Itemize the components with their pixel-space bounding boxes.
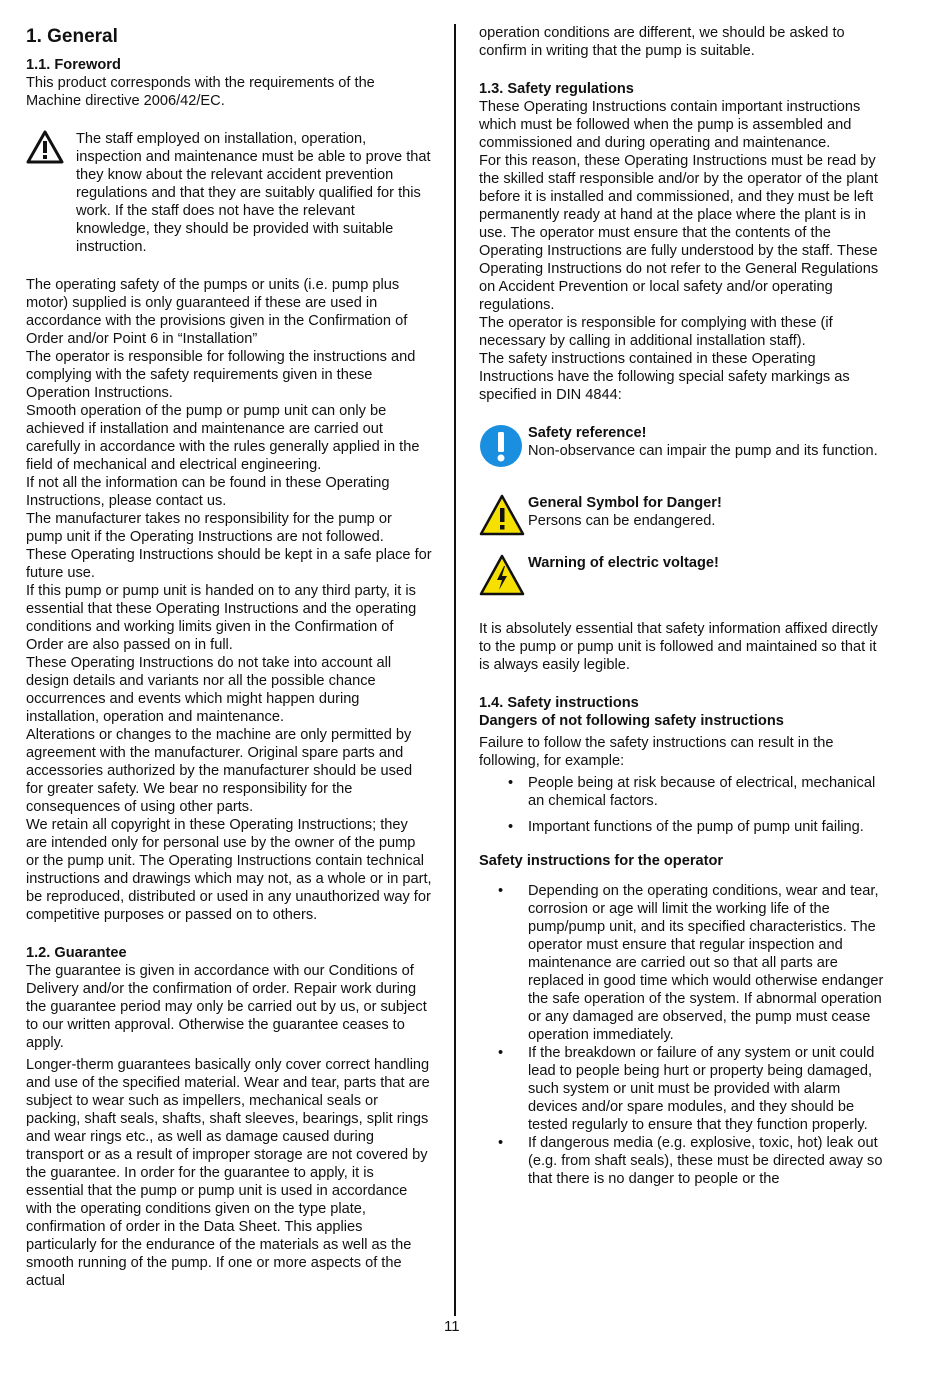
list-item: • Important functions of the pump of pump unit failing. — [479, 818, 885, 836]
paragraph: These Operating Instructions contain important instructions which must be followed when the pump is assembled and commissioned and during operating and maintenance. — [479, 99, 861, 151]
info-icon — [479, 424, 528, 468]
paragraph: The manufacturer takes no responsibility for the pump or pump unit if the Operating Instructions are not followed. — [26, 511, 392, 545]
paragraph: The safety instructions contained in these Operating Instructions have the following special safety markings as specified in DIN 4844: — [479, 351, 850, 403]
right-column — [479, 24, 885, 1188]
section-title-general: 1. General — [26, 26, 118, 47]
paragraph: Alterations or changes to the machine are only permitted by agreement with the manufacturer. Original spare parts and accessories authorized by the manufacturer should be used for greater safety. We bear no responsibility for the consequences of using other parts. — [26, 727, 413, 815]
continuation-text: operation conditions are different, we should be asked to confirm in writing that the pump is suitable. — [479, 25, 845, 59]
electric-voltage-symbol — [479, 554, 885, 596]
staff-warning-text: The staff employed on installation, operation, inspection and maintenance must be able to prove that they know about the relevant accident prevention regulations and that they are suitably qualified for this work. If the staff does not have the relevant knowledge, they should be provided with suitable instruction. — [76, 131, 431, 255]
operator-list — [479, 882, 885, 1188]
symbol-text: Non-observance can impair the pump and its function. — [528, 443, 878, 459]
paragraph: The operating safety of the pumps or units (i.e. pump plus motor) supplied is only guaranteed if these are used in accordance with the provisions given in the Confirmation of Order and/or Point 6 in “Installation” — [26, 277, 408, 347]
paragraph: For this reason, these Operating Instructions must be read by the skilled staff responsible and/or by the operator of the plant before it is installed and commissioned, and they must be left permanently ready at hand at the place where the plant is in use. The operator must ensure that the contents of the Operating Instructions are fully understood by the staff. These Operating Instructions do not refer to the General Regulations on Accident Prevention or local safety and/or operating regulations. — [479, 153, 879, 313]
symbol-title: Safety reference! — [528, 425, 647, 441]
paragraph: If not all the information can be found in these Operating Instructions, please contact us. — [26, 475, 390, 509]
list-item: • If dangerous media (e.g. explosive, toxic, hot) leak out (e.g. from shaft seals), these must be directed away so that there is no danger to people or the — [479, 1134, 885, 1188]
paragraph: We retain all copyright in these Operating Instructions; they are intended only for personal use by the owner of the pump or the pump unit. The Operating Instructions contain technical instructions and drawings which may not, as a whole or in part, be reproduced, distributed or used in any unauthorized way for competitive purposes or passed on to others. — [26, 817, 432, 923]
paragraph: The operator is responsible for complying with these (if necessary by calling in additional installation staff). — [479, 315, 833, 349]
symbol-text: Persons can be endangered. — [528, 513, 716, 529]
danger-triangle-icon — [479, 494, 528, 536]
danger-symbol — [479, 494, 885, 536]
symbol-title: Warning of electric voltage! — [528, 555, 719, 571]
failure-text: Failure to follow the safety instructions can result in the following, for example: — [479, 735, 834, 769]
column-divider — [454, 24, 456, 1316]
paragraph: The operator is responsible for following the instructions and complying with the safety requirements given in these Operation Instructions. — [26, 349, 416, 401]
staff-warning-block — [26, 130, 432, 256]
safety-instructions-heading: 1.4. Safety instructions — [479, 695, 639, 711]
guarantee-text: Longer-therm guarantees basically only cover correct handling and use of the specified material. Wear and tear, parts that are subject to wear such as impellers, mechanical seals or packing, shaft seals, shafts, shaft sleeves, bearings, split rings and wear rings etc., as well as damage caused during transport or as a result of improper storage are not covered by the guarantee. In order for the guarantee to apply, it is essential that the pump or pump unit is used in accordance with the operating conditions given on the type plate, confirmation of order in the Data Sheet. This applies particularly for the endurance of the materials as well as the smooth running of the pump. If one or more aspects of the actual — [26, 1057, 430, 1289]
list-item: • Depending on the operating conditions, wear and tear, corrosion or age will limit the working life of the pump/pump unit, and its specified characteristics. The operator must ensure that regular inspection and maintenance are carried out so that all parts are replaced in good time which would otherwise endanger the safe operation of the system. If abnormal operation or any damaged are observed, the pump must cease operation immediately. — [479, 882, 885, 1044]
failure-list — [479, 774, 885, 836]
guarantee-heading: 1.2. Guarantee — [26, 945, 127, 961]
paragraph: If this pump or pump unit is handed on to any third party, it is essential that these Operating Instructions and the operating conditions and working limits given in the Confirmation of Order are also passed on in full. — [26, 583, 417, 653]
list-item: • If the breakdown or failure of any system or unit could lead to people being hurt or property being damaged, such system or unit must be provided with alarm devices and/or spare modules, and they should be tested regularly to ensure that they function properly. — [479, 1044, 885, 1134]
operator-heading: Safety instructions for the operator — [479, 853, 724, 869]
electric-voltage-icon — [479, 554, 528, 596]
list-item: • People being at risk because of electrical, mechanical an chemical factors. — [479, 774, 885, 810]
guarantee-text: The guarantee is given in accordance with our Conditions of Delivery and/or the confirmation of order. Repair work during the guarantee period may only be carried out by us, or subject to our written approval. Otherwise the guarantee ceases to apply. — [26, 963, 427, 1051]
paragraph: Smooth operation of the pump or pump unit can only be achieved if installation and maintenance are carried out carefully in accordance with the rules generally applied in the field of mechanical and electrical engineering. — [26, 403, 420, 473]
affixed-info-text: It is absolutely essential that safety information affixed directly to the pump or pump unit is followed and maintained so that it is always easily legible. — [479, 621, 878, 673]
safety-regulations-heading: 1.3. Safety regulations — [479, 81, 634, 97]
symbol-title: General Symbol for Danger! — [528, 495, 722, 511]
left-column — [26, 22, 432, 1290]
foreword-text: This product corresponds with the requirements of the Machine directive 2006/42/EC. — [26, 75, 375, 109]
foreword-heading: 1.1. Foreword — [26, 57, 121, 73]
paragraph: These Operating Instructions do not take into account all design details and variants nor all the possible chance occurrences and events which might happen during installation, operation and maintenance. — [26, 655, 392, 725]
dangers-heading: Dangers of not following safety instructions — [479, 713, 784, 729]
safety-reference-symbol — [479, 424, 885, 468]
paragraph: These Operating Instructions should be kept in a safe place for future use. — [26, 547, 432, 581]
warning-triangle-icon — [26, 130, 76, 256]
page-number: 11 — [444, 1318, 460, 1335]
